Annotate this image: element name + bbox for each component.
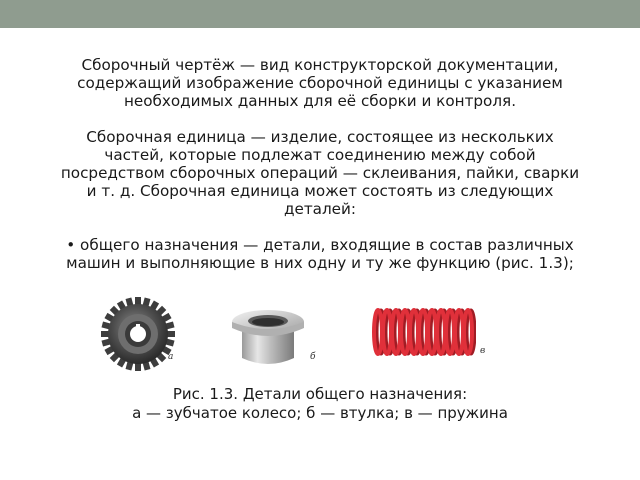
figure-label-c: в [480, 346, 486, 356]
top-bar [0, 0, 640, 28]
spring-image [372, 306, 476, 358]
caption-legend: а — зубчатое колесо; б — втулка; в — пружина [132, 404, 508, 422]
figure-label-b: б [310, 352, 316, 362]
slide-text [60, 56, 580, 272]
figure-caption [60, 385, 580, 423]
paragraph-definition-unit: Сборочная единица — изделие, состоящее из нескольких частей, которые подлежат соединению между собой посредством сборочных операций — склеивания, пайки, сварки и т. д. Сборочная единица может состоять из следующих деталей: [60, 128, 580, 218]
figures-row [0, 294, 640, 374]
paragraph-definition-drawing: Сборочный чертёж — вид конструкторской документации, содержащий изображение сборочной единицы с указанием необходимых данных для её сборки и контроля. [77, 56, 563, 110]
figure-label-a: а [168, 352, 174, 362]
bushing-image [228, 306, 308, 370]
paragraph-bullet-general: • общего назначения — детали, входящие в состав различных машин и выполняющие в них одну и ту же функцию (рис. 1.3); [66, 236, 574, 272]
gear-image [96, 294, 180, 374]
caption-title: Рис. 1.3. Детали общего назначения: [172, 385, 468, 403]
